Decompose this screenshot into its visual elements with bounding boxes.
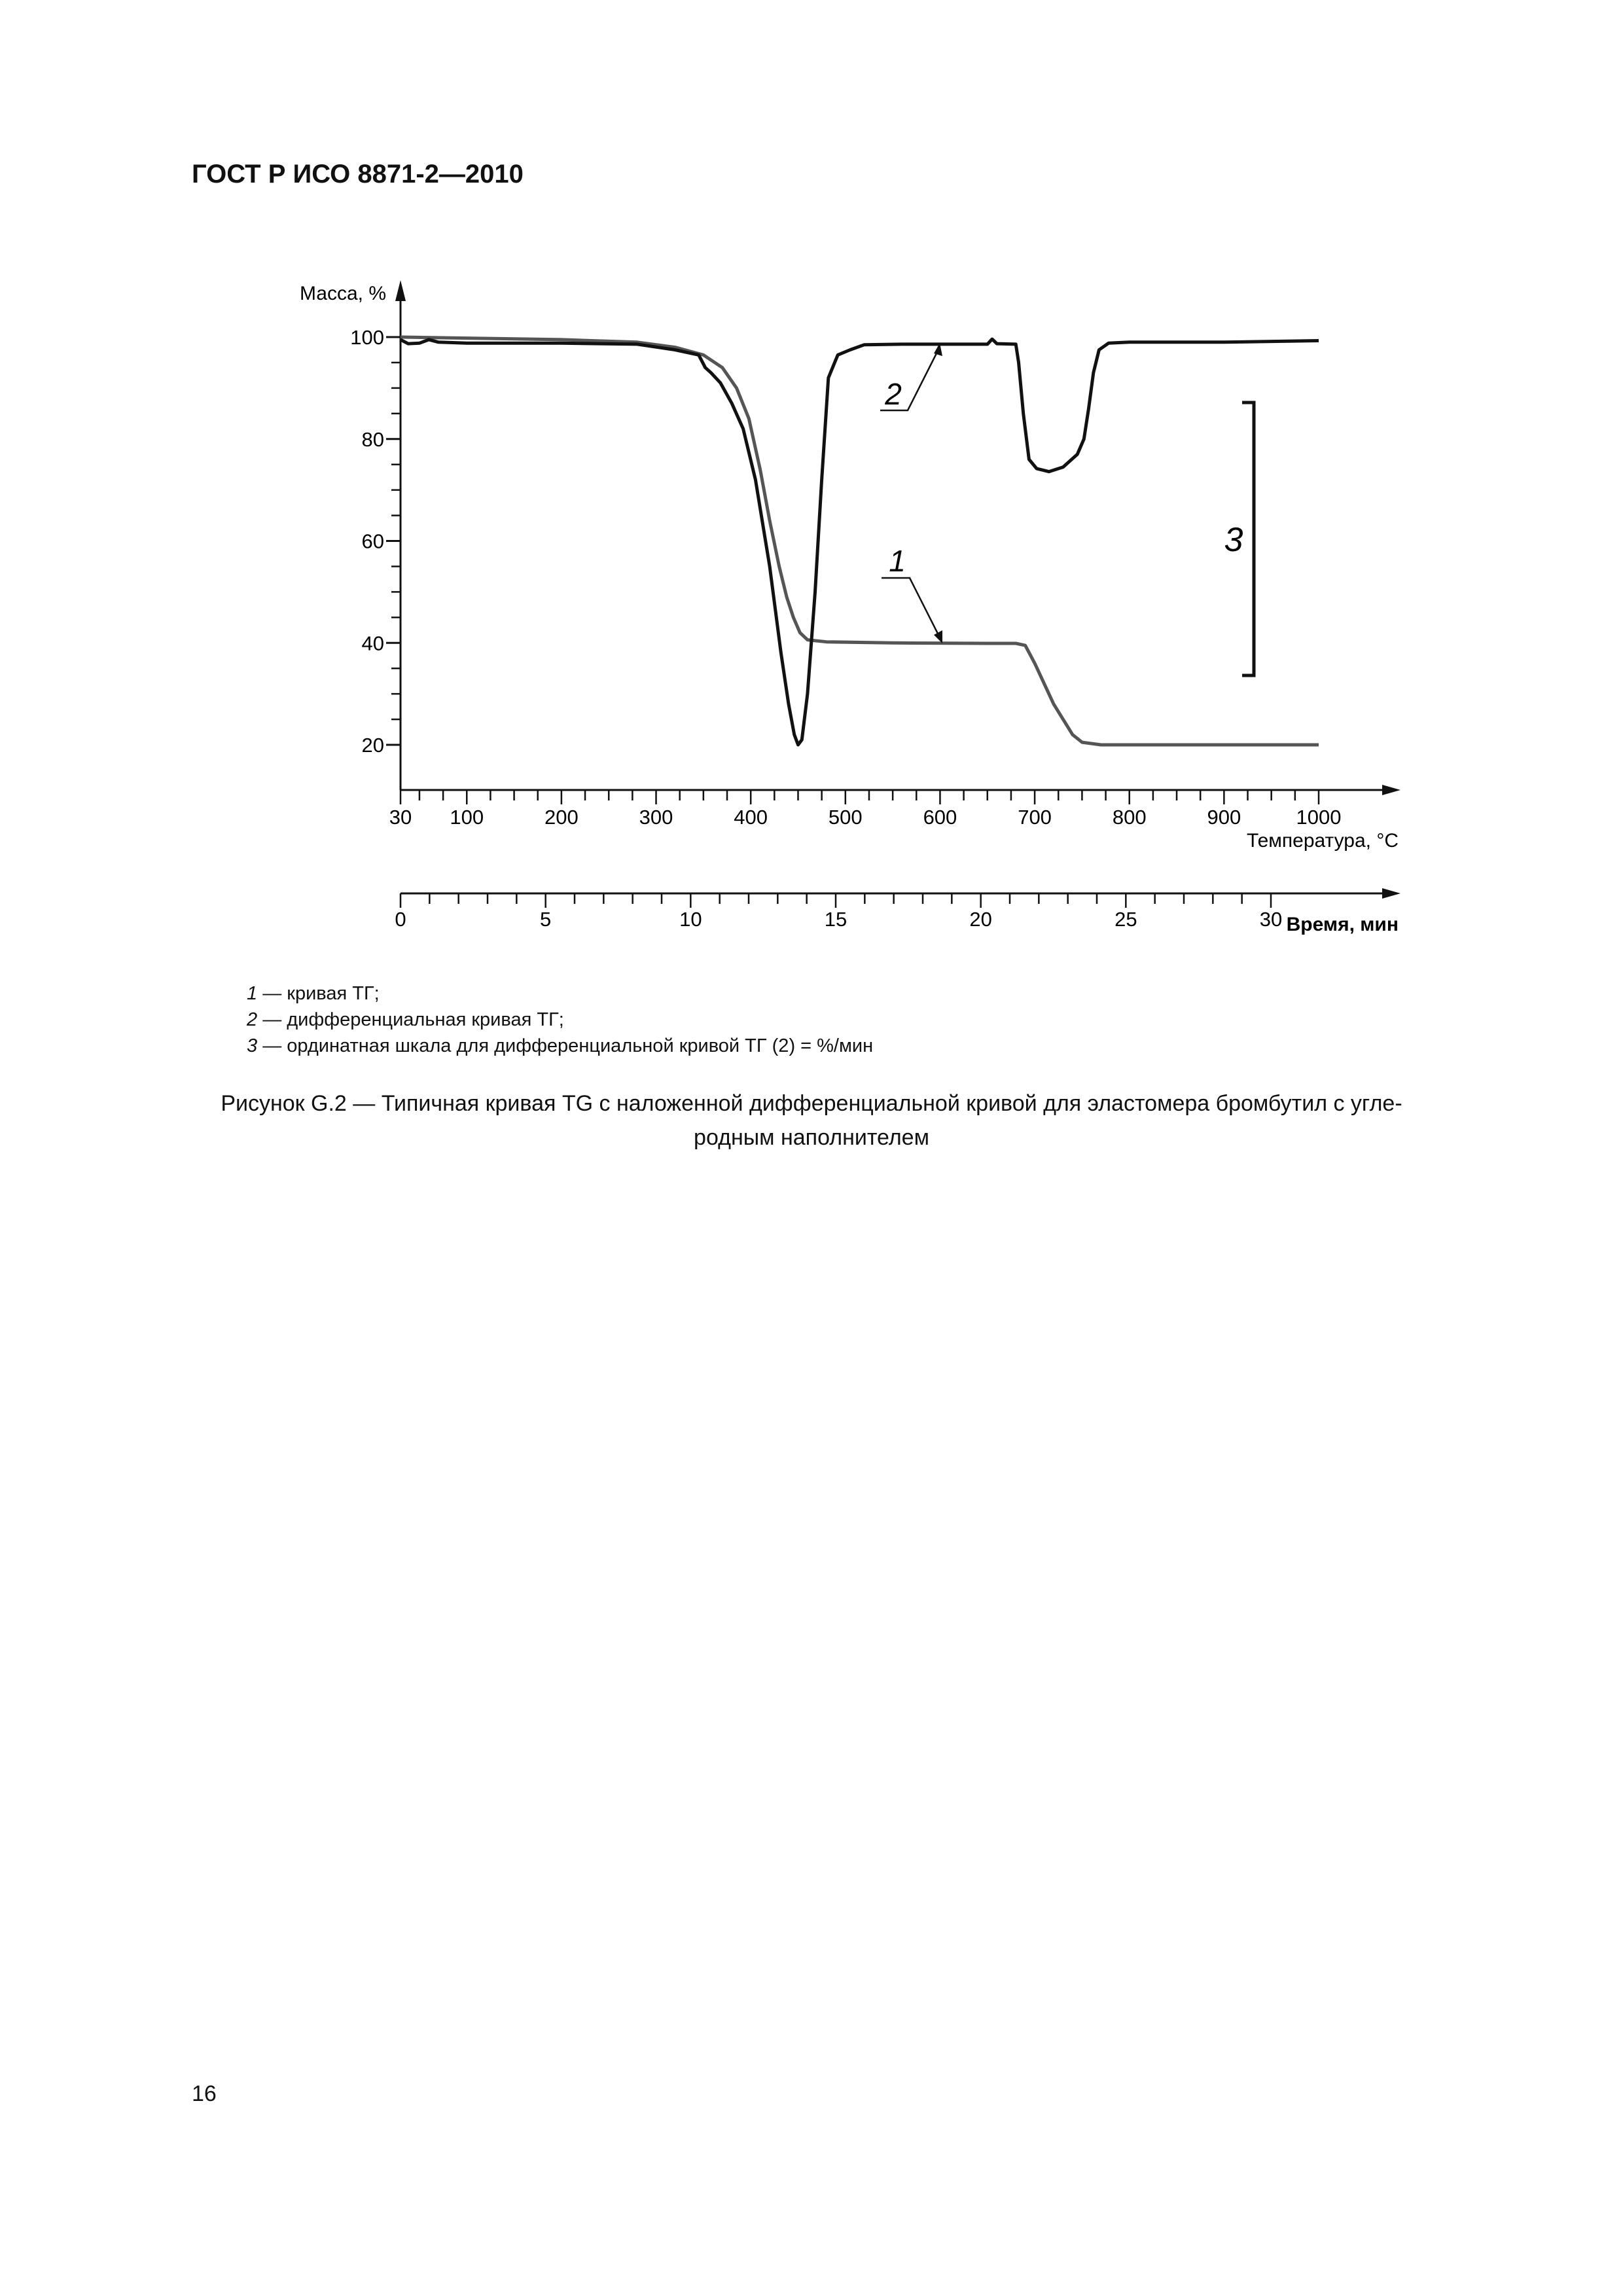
- scale-bracket: [1242, 403, 1254, 675]
- x-tick-label: 300: [639, 806, 673, 829]
- y-tick-label: 100: [350, 326, 384, 349]
- y-axis-label: Масса, %: [299, 283, 386, 304]
- series-1-line: [401, 337, 1319, 745]
- series-2-line: [401, 339, 1319, 745]
- x-tick-label: 100: [450, 806, 484, 829]
- figure-caption: [190, 1086, 1433, 1155]
- x-tick-label: 30: [389, 806, 412, 829]
- time-tick-label: 15: [824, 908, 847, 931]
- x-tick-label: 200: [544, 806, 579, 829]
- legend-text: — кривая ТГ;: [257, 983, 380, 1004]
- caption-line: Рисунок G.2 — Типичная кривая TG с наложенной дифференциальной кривой для эластомера бромбутил с угле-: [221, 1091, 1402, 1116]
- legend-text: — дифференциальная кривая ТГ;: [257, 1009, 564, 1030]
- time-tick-label: 30: [1259, 908, 1283, 931]
- x-tick-label: 600: [923, 806, 957, 829]
- time-axis-arrow: [1382, 888, 1400, 899]
- legend-number: 2: [247, 1009, 258, 1030]
- time-tick-label: 25: [1115, 908, 1137, 931]
- y-tick-label: 40: [361, 632, 384, 655]
- chart-ticks: [350, 326, 1341, 931]
- legend-number: 3: [247, 1035, 258, 1056]
- legend-number: 1: [247, 983, 258, 1004]
- document-header: ГОСТ Р ИСО 8871-2—2010: [192, 160, 524, 188]
- legend-item: [247, 1033, 873, 1059]
- y-tick-label: 20: [361, 734, 384, 757]
- label-2: 2: [885, 377, 902, 411]
- time-tick-label: 0: [395, 908, 406, 931]
- caption-line: родным наполнителем: [694, 1125, 929, 1150]
- x-tick-label: 1000: [1296, 806, 1342, 829]
- y-axis-arrow: [395, 280, 406, 301]
- page-number: 16: [192, 2081, 217, 2106]
- legend-item: [247, 1007, 873, 1033]
- x-tick-label: 400: [734, 806, 768, 829]
- chart-curves: [401, 337, 1319, 745]
- label-1: 1: [889, 544, 906, 578]
- time-tick-label: 5: [540, 908, 552, 931]
- legend-text: — ординатная шкала для дифференциальной кривой ТГ (2) = %/мин: [257, 1035, 874, 1056]
- y-tick-label: 60: [361, 529, 384, 553]
- y-tick-label: 80: [361, 427, 384, 451]
- label-1-leader: [882, 578, 940, 639]
- x-tick-label: 800: [1112, 806, 1147, 829]
- x-axis-label: Температура, °С: [1246, 830, 1399, 852]
- chart-annotations: [880, 343, 1254, 675]
- legend: [247, 980, 873, 1059]
- tg-chart: [0, 0, 1623, 982]
- x-tick-label: 700: [1018, 806, 1052, 829]
- label-1-arrowhead: [934, 630, 942, 643]
- time-tick-label: 20: [969, 908, 992, 931]
- legend-item: [247, 980, 873, 1007]
- time-tick-label: 10: [679, 908, 702, 931]
- x-tick-label: 900: [1207, 806, 1241, 829]
- x-tick-label: 500: [828, 806, 863, 829]
- x-axis-arrow: [1382, 785, 1400, 795]
- label-3: 3: [1224, 521, 1243, 559]
- time-axis-label: Время, мин: [1286, 914, 1399, 935]
